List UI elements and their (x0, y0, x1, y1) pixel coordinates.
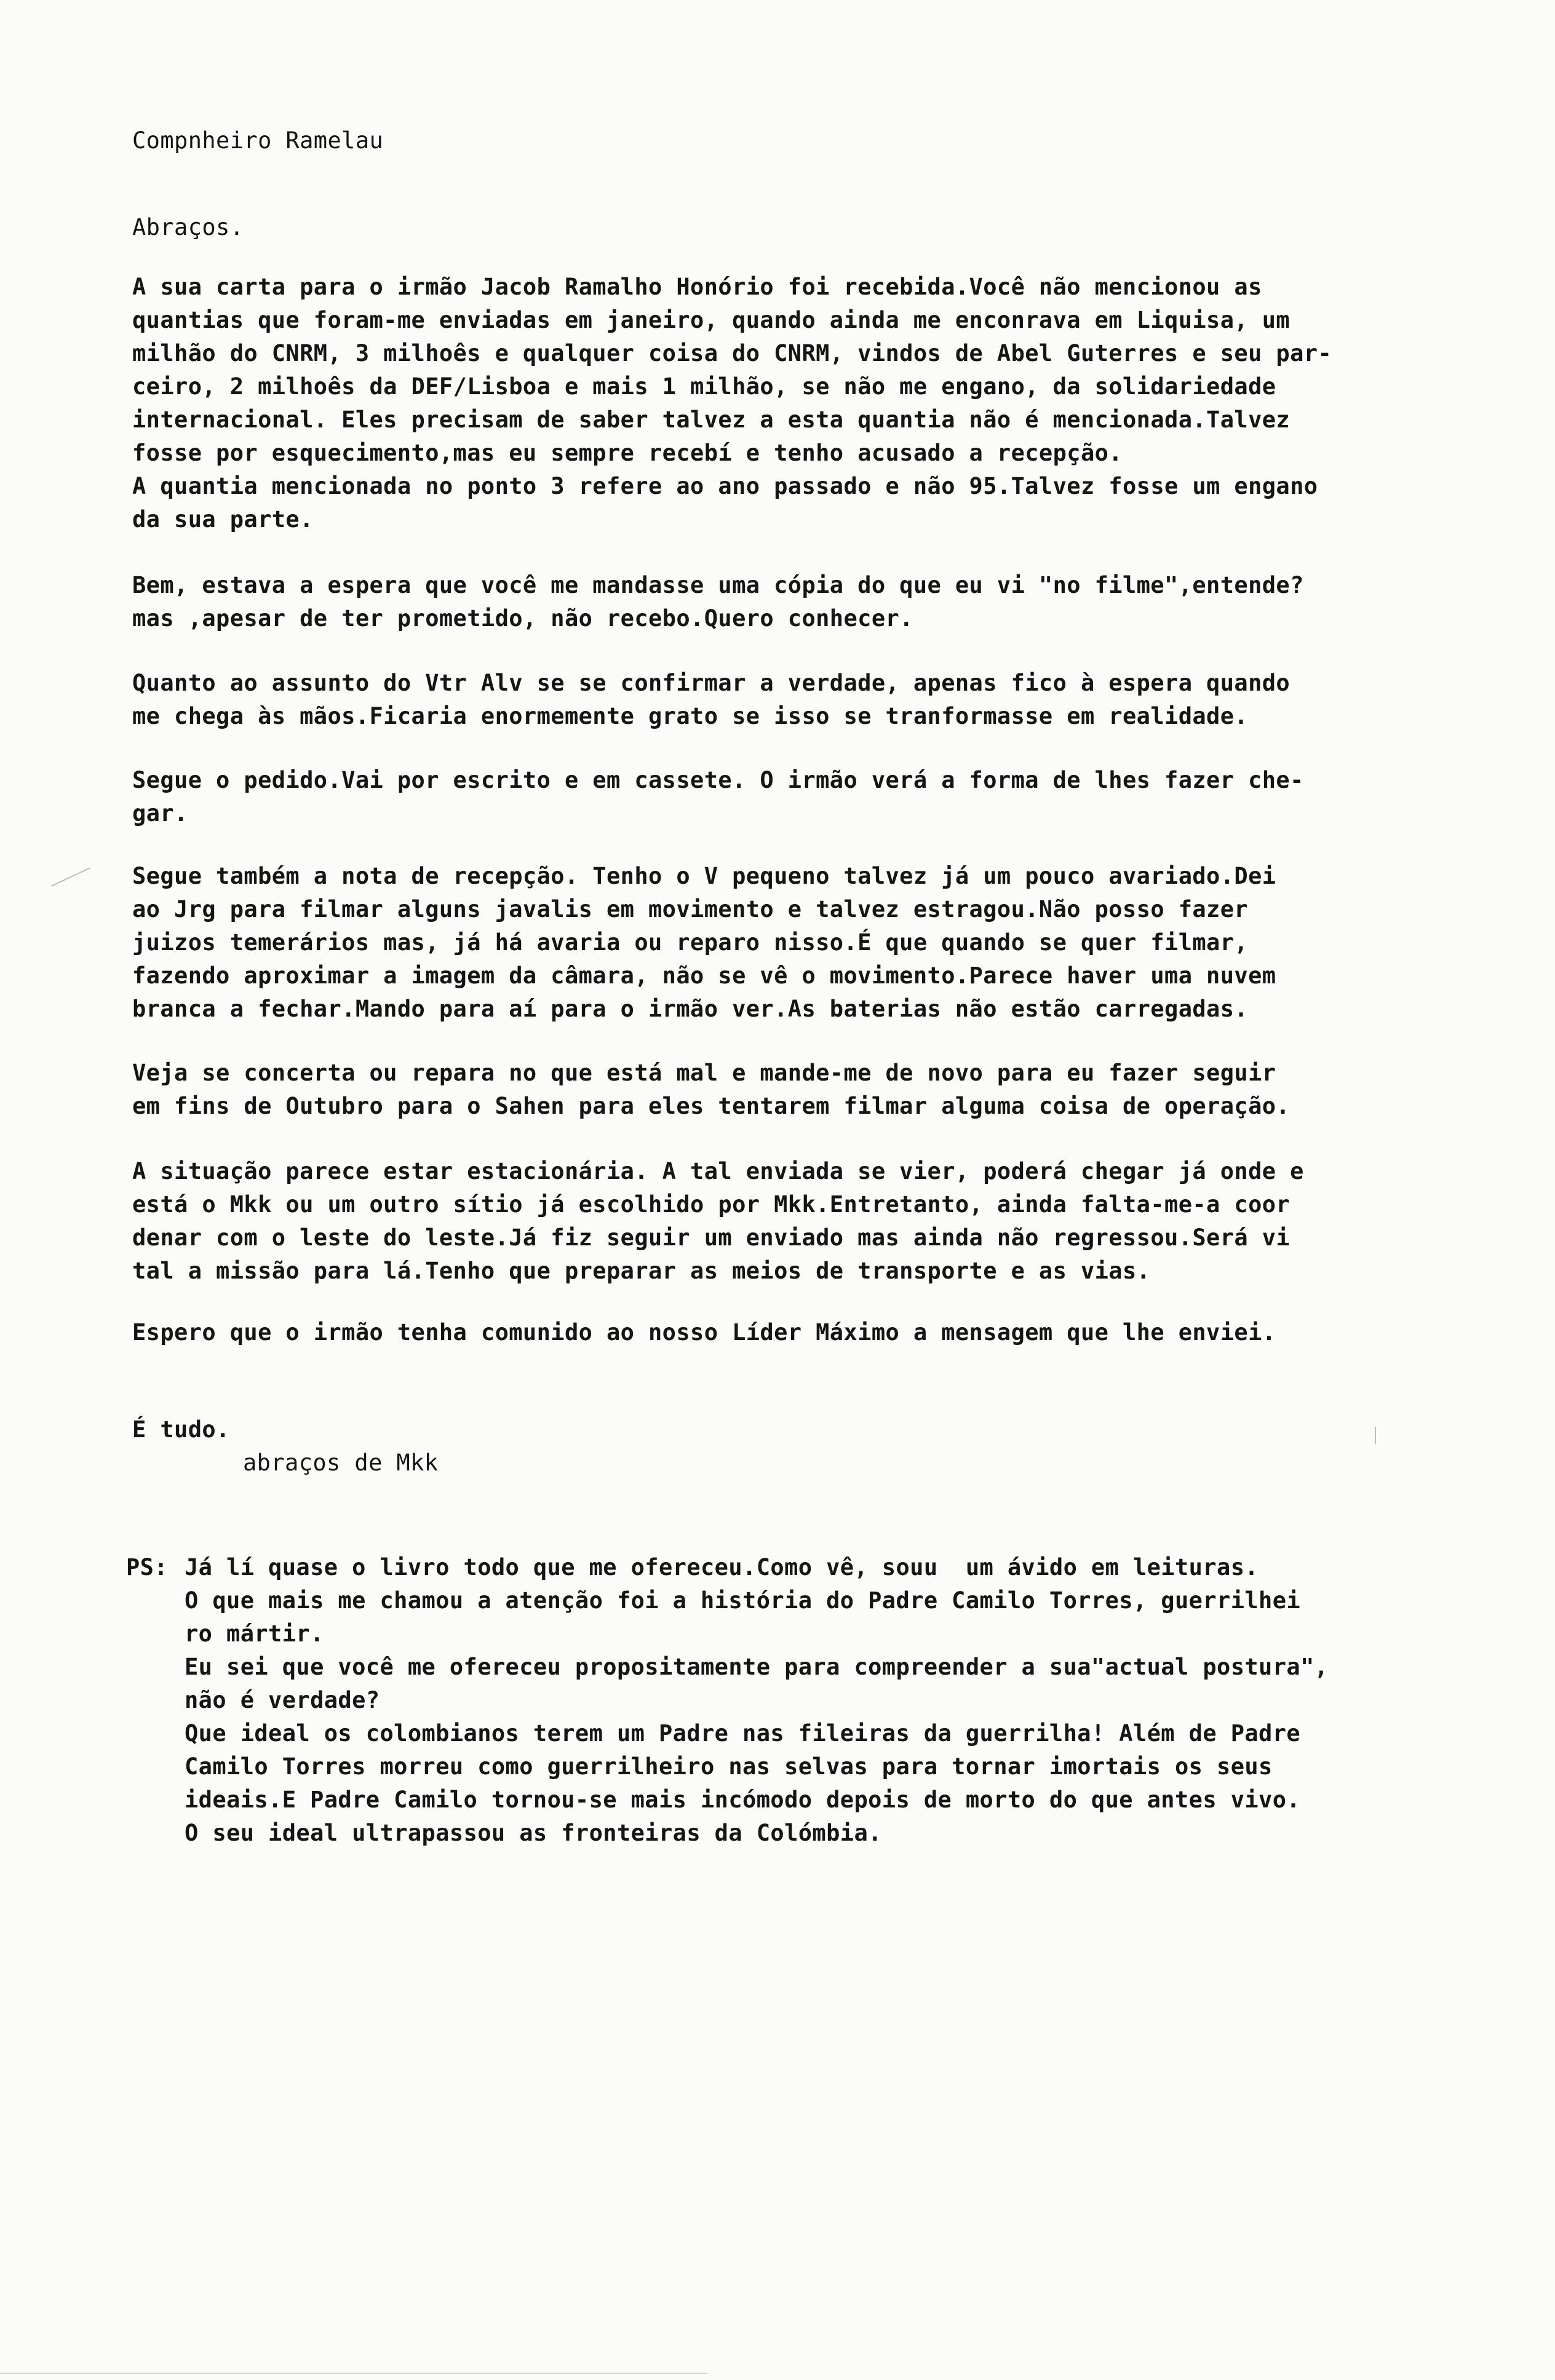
scan-edge-mark (51, 867, 90, 886)
scan-edge-mark (1375, 1427, 1376, 1444)
letter-salutation: Compnheiro Ramelau (132, 127, 384, 154)
letter-paragraph-1: A sua carta para o irmão Jacob Ramalho Honório foi recebida.Você não mencionou as quantias que foram-me enviadas em janeiro, quando ainda me enconrava em Liquisa, um milhão do CNRM, 3 milhoês e qualquer coisa do CNRM, vindos de Abel Guterres e seu par- ceiro, 2 milhoês da DEF/Lisboa e mais 1 milhão, se não me engano, da solidariedade internacional. Eles precisam de saber talvez a esta quantia não é mencionada.Talvez fosse por esquecimento,mas eu sempre recebí e tenho acusado a recepção. A quantia mencionada no ponto 3 refere ao ano passado e não 95.Talvez fosse um engano da sua parte. (132, 274, 1332, 533)
letter-paragraph-6: Veja se concerta ou repara no que está mal e mande-me de novo para eu fazer seguir em fins de Outubro para o Sahen para eles tentarem filmar alguma coisa de operação. (132, 1060, 1291, 1119)
letter-signoff: abraços de Mkk (243, 1450, 439, 1476)
postscript-label: PS: (126, 1554, 169, 1581)
letter-paragraph-4: Segue o pedido.Vai por escrito e em cassete. O irmão verá a forma de lhes fazer che- gar. (132, 767, 1304, 827)
letter-paragraph-7: A situação parece estar estacionária. A tal enviada se vier, poderá chegar já onde e está o Mkk ou um outro sítio já escolhido por Mkk.Entretanto, ainda falta-me-a coor denar com o leste do leste.Já fiz seguir um enviado mas ainda não regressou.Será vi tal a missão para lá.Tenho que preparar as meios de transporte e as vias. (132, 1158, 1304, 1284)
letter-paragraph-8: Espero que o irmão tenha comunido ao nosso Líder Máximo a mensagem que lhe enviei. (132, 1319, 1276, 1346)
letter-paragraph-3: Quanto ao assunto do Vtr Alv se se confirmar a verdade, apenas fico à espera quando me chega às mãos.Ficaria enormemente grato se isso se tranformasse em realidade. (132, 670, 1291, 729)
letter-paragraph-5: Segue também a nota de recepção. Tenho o V pequeno talvez já um pouco avariado.Dei ao Jrg para filmar alguns javalis em movimento e talvez estragou.Não posso fazer juizos temerários mas, já há avaria ou reparo nisso.É que quando se quer filmar, fazendo aproximar a imagem da câmara, não se vê o movimento.Parece haver uma nuvem branca a fechar.Mando para aí para o irmão ver.As baterias não estão carregadas. (132, 863, 1276, 1022)
letter-paragraph-2: Bem, estava a espera que você me mandasse uma cópia do que eu vi "no filme",entende? mas ,apesar de ter prometido, não recebo.Quero conhecer. (132, 572, 1304, 632)
scan-bottom-line (0, 2373, 707, 2374)
letter-closing: É tudo. (132, 1416, 230, 1443)
postscript-body: Já lí quase o livro todo que me ofereceu.Como vê, souu um ávido em leituras. O que mais me chamou a atenção foi a história do Padre Camilo Torres, guerrilhei ro mártir. Eu sei que você me ofereceu propositamente para compreender a sua"actual postura", não é verdade? Que ideal os colombianos terem um Padre nas fileiras da guerrilha! Além de Padre Camilo Torres morreu como guerrilheiro nas selvas para tornar imortais os seus ideais.E Padre Camilo tornou-se mais incómodo depois de morto do que antes vivo. O seu ideal ultrapassou as fronteiras da Colómbia. (185, 1554, 1329, 1846)
letter-greeting: Abraços. (132, 214, 244, 240)
